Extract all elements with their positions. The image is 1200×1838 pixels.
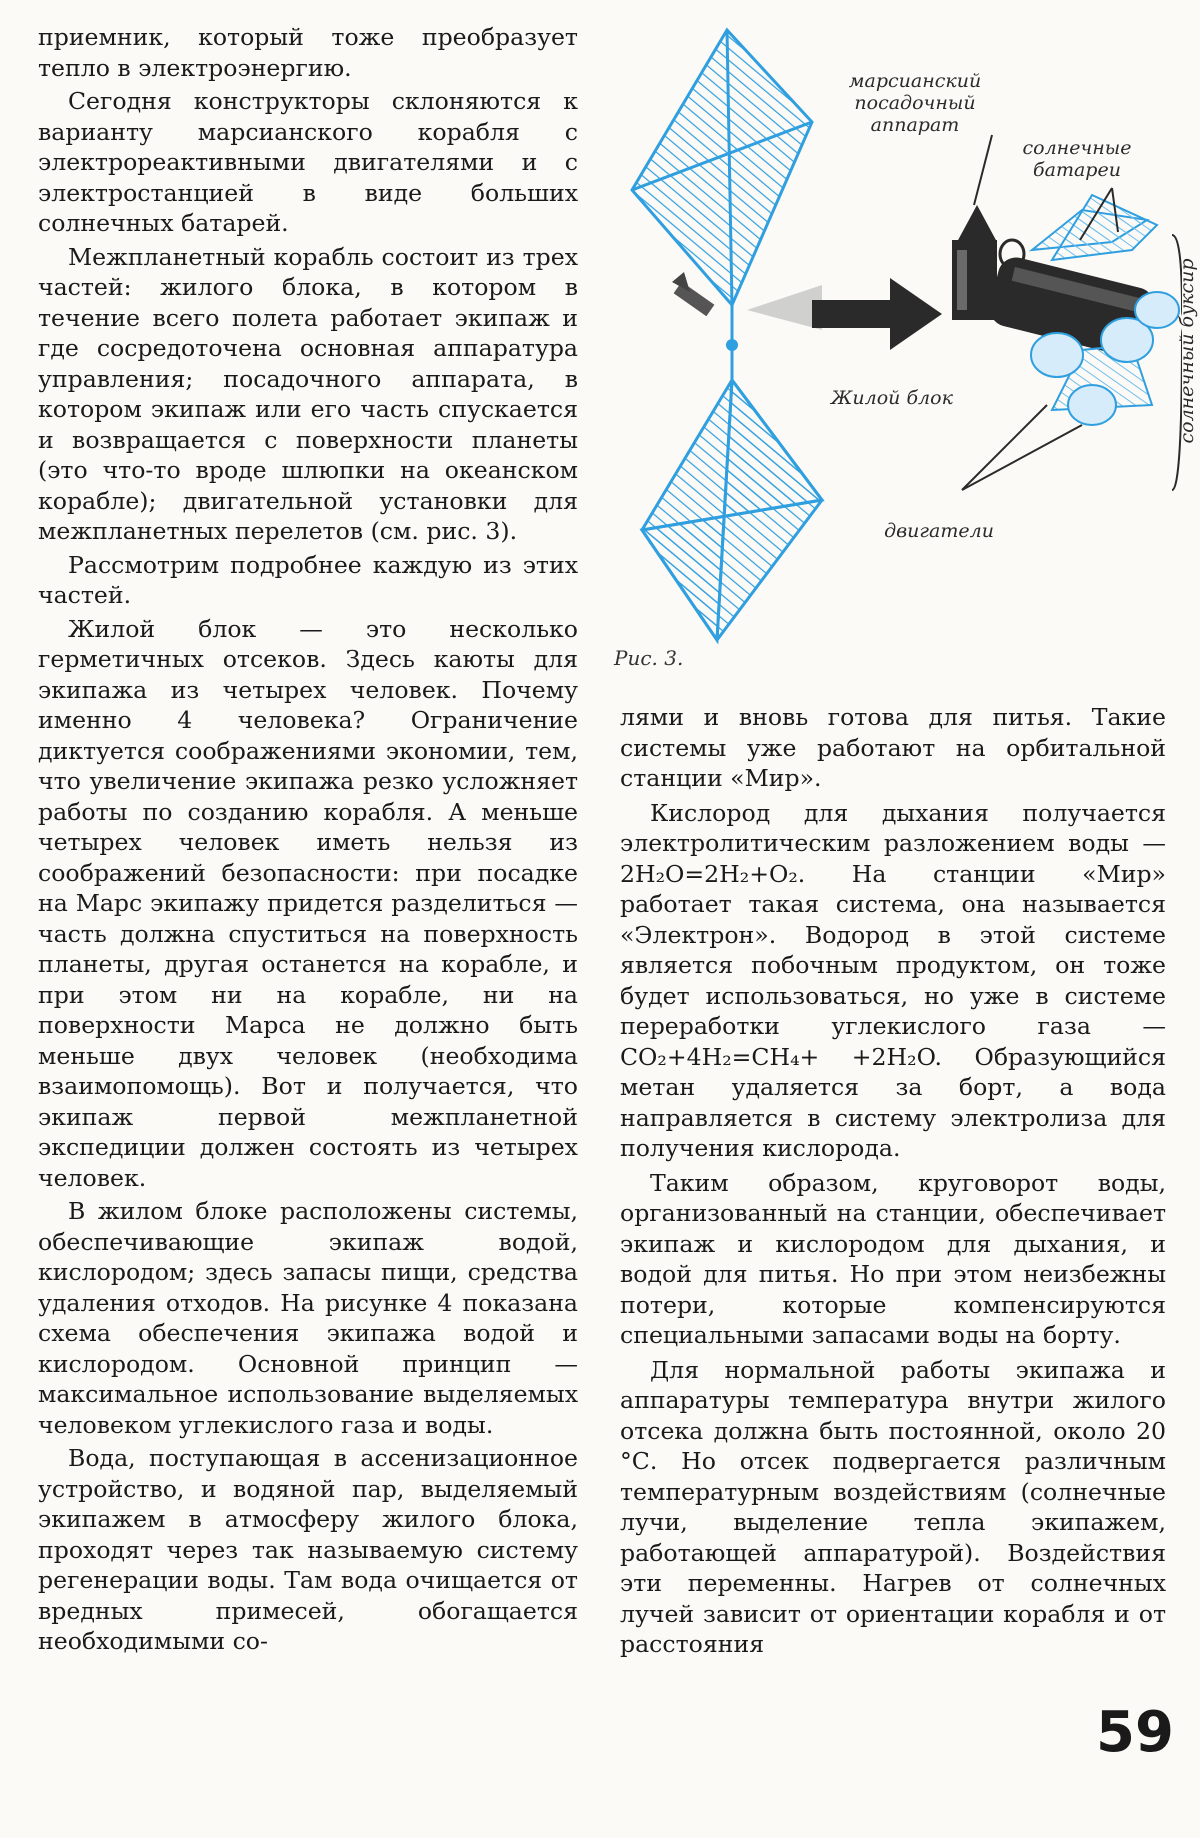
solar-panel-large-lower [642,380,822,640]
arrow [747,278,942,350]
figure-caption: Рис. 3. [614,646,684,670]
paragraph: Межпланетный корабль состоит из трех частей: жилого блока, в котором в течение всего полета работает экипаж и где сосредоточена основная аппаратура управления; посадочного аппарата, в котором экипаж или его часть спускается и возвращается с поверхности планеты (это что-то вроде шлюпки на океанском корабле); двигательной установки для межпланетных перелетов (см. рис. 3). [38,242,578,545]
lander-label [830,70,1000,136]
paragraph: Таким образом, круговорот воды, организованный на станции, обеспечивает экипаж и кислородом для дыхания, и водой для питья. Но при этом неизбежны потери, которые компенсируются специальными запасами воды на борту. [620,1168,1166,1349]
solar-panels-label [1007,137,1147,181]
spacecraft-figure [612,10,1198,670]
paragraph: В жилом блоке расположены системы, обеспечивающие экипаж водой, кислородом; здесь запасы пищи, средства удаления отходов. На рисунке 4 показана схема обеспечения экипажа водой и кислородом. Основной принцип — максимальное использование выделяемых человеком углекислого газа и воды. [38,1197,578,1439]
right-column [620,702,1166,1660]
paragraph: Рассмотрим подробнее каждую из этих частей. [38,550,578,609]
paragraph: Кислород для дыхания получается электролитическим разложением воды — 2H₂O=2H₂+O₂. На станции «Мир» работает такая система, она называется «Электрон». Водород в этой системе является побочным продуктом, он тоже будет использоваться, но уже в системе переработки углекислого газа — CO₂+4H₂=CH₄+ +2H₂O. Образующийся метан удаляется за борт, а вода направляется в систему электролиза для получения кислорода. [620,798,1166,1162]
paragraph: Для нормальной работы экипажа и аппаратуры температура внутри жилого отсека должна быть постоянной, около 20 °С. Но отсек подвергается различным температурным воздействиям (солнечные лучи, выделение тепла экипажем, работающей аппаратурой). Воздействия эти переменны. Нагрев от солнечных лучей зависит от ориентации корабля и от расстояния [620,1355,1166,1658]
paragraph: приемник, который тоже преобразует тепло в электроэнергию. [38,23,578,82]
label-line: посадочный [854,92,976,114]
paragraph: Вода, поступающая в ассенизационное устройство, и водяной пар, выделяемый экипажем в атмосферу жилого блока, проходят через так называемую систему регенерации воды. Там вода очищается от вредных примесей, обогащается необходимыми со- [38,1444,578,1655]
solar-panel-large-upper [632,30,812,305]
engines-label: двигатели [884,520,994,542]
paragraph: Сегодня конструкторы склоняются к варианту марсианского корабля с электрореактивными двигателями и с электростанцией в виде больших солнечных батарей. [38,87,578,237]
paragraph: лями и вновь готова для питья. Такие системы уже работают на орбитальной станции «Мир». [620,703,1166,792]
label-line: марсианский [848,70,982,92]
page-number: 59 [1096,1700,1174,1765]
paragraph: Жилой блок — это несколько герметичных отсеков. Здесь каюты для экипажа из четырех человек. Почему именно 4 человека? Ограничение диктуется соображениями экономии, тем, что увеличение экипажа резко усложняет работы по созданию корабля. А меньше четырех человек иметь нельзя из соображений безопасности: при посадке на Марс экипажу придется разделиться — часть должна спуститься на поверхность планеты, другая останется на корабле, и при этом ни на корабле, ни на поверхности Марса не должно быть меньше двух человек (необходима взаимопомощь). Вот и получается, что экипаж первой межпланетной экспедиции должен состоять из четырех человек. [38,614,578,1192]
label-line: аппарат [870,114,960,136]
label-line: батареи [1033,159,1121,181]
left-column [38,22,578,1657]
tug-label: солнечный буксир [1176,258,1198,444]
label-line: солнечные [1022,137,1132,159]
solar-panel-small-upper [1032,195,1157,260]
habitat-label: Жилой блок [831,387,953,409]
